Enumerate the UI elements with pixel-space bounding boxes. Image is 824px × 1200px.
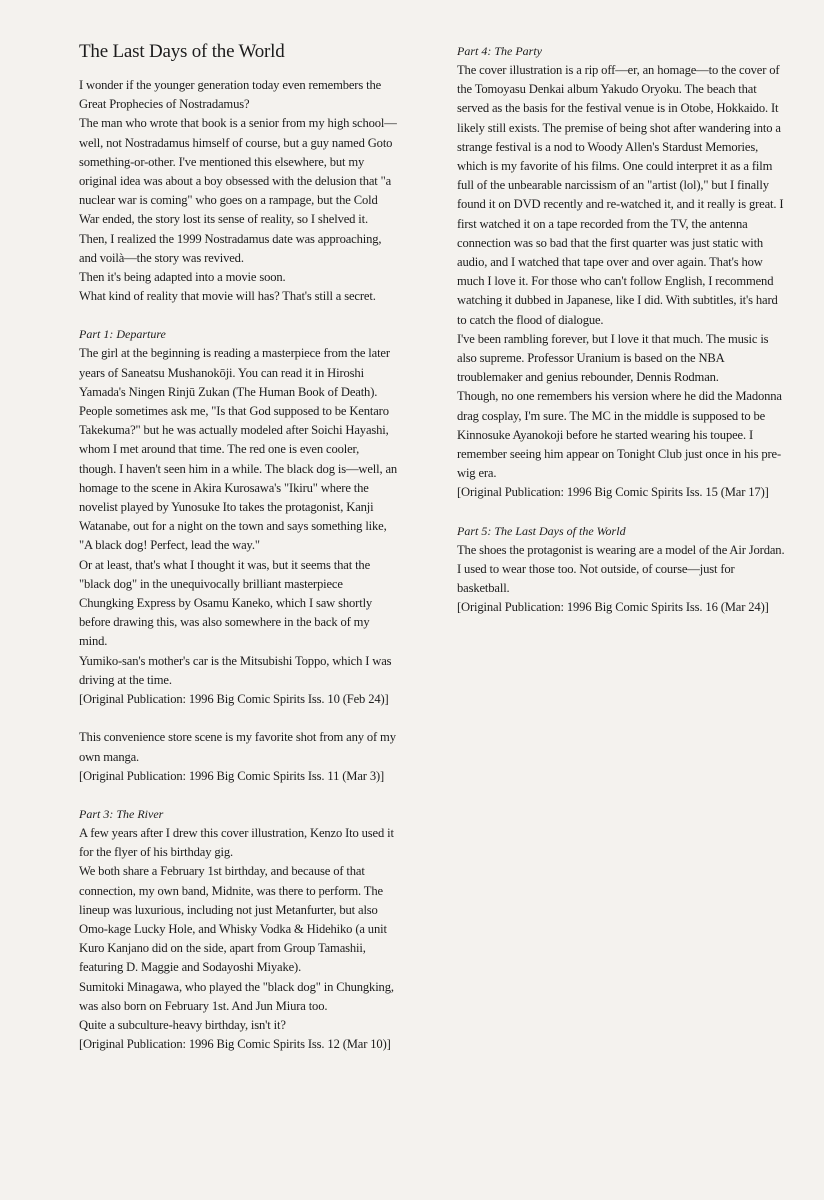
publication-note: [Original Publication: 1996 Big Comic Spirits Iss. 11 (Mar 3)] (79, 768, 385, 783)
part-paragraph: This convenience store scene is my favorite shot from any of my own manga. (79, 730, 396, 764)
spacer (79, 709, 399, 728)
part-paragraph: The girl at the beginning is reading a masterpiece from the later years of Saneatsu Mushanokōji. You can read it in Hiroshi Yamada's Ningen Rinjū Zukan (The Human Book of Death). People sometimes ask me, "Is that God supposed to be Kentaro Takekuma?" but he was actually modeled after Soichi Hayashi, whom I met around that time. The red one is even cooler, though. I haven't seen him in a while. The black dog is—well, an homage to the scene in Akira Kurosawa's "Ikiru" where the novelist played by Yunosuke Ito takes the protagonist, Kanji Watanabe, out for a night on the town and says something like, "A black dog! Perfect, lead the way." (79, 346, 398, 553)
part-1-section (79, 325, 399, 709)
part-paragraph: The cover illustration is a rip off—er, an homage—to the cover of the Tomoyasu Denkai album Yakudo Oryoku. The beach that served as the basis for the festival venue is in Otobe, Hokkaido. It likely still exists. The premise of being shot after wandering into a strange festival is a nod to Woody Allen's Stardust Memories, which is my favorite of his films. One could interpret it as a film full of the unbearable narcissism of an "artist (lol)," but I finally found it on DVD recently and re-watched it, and it really is great. I first watched it on a tape recorded from the TV, the antenna connection was so bad that the first quarter was just static with audio, and I watched that tape over and over again. That's how much I love it. For those who can't follow English, I recommend watching it dubbed in Japanese, like I did. With subtitles, it's hard to catch the flood of dialogue. (457, 63, 784, 327)
part-paragraph: The shoes the protagonist is wearing are a model of the Air Jordan. I used to wear those too. Not outside, of course—just for basketball. (457, 542, 785, 596)
part-heading: Part 5: The Last Days of the World (457, 523, 626, 538)
part-4-section (457, 42, 785, 503)
spacer (79, 306, 399, 325)
intro-paragraph: What kind of reality that movie will has? That's still a secret. (79, 289, 376, 304)
part-heading: Part 1: Departure (79, 327, 166, 342)
intro-section (79, 76, 399, 306)
part-5-section (457, 522, 785, 618)
part-paragraph: We both share a February 1st birthday, and because of that connection, my own band, Midnite, was there to perform. The lineup was luxurious, including not just Metanfurter, but also Omo-kage Lucky Hole, and Whisky Vodka & Hidehiko (a unit Kuro Kanjano did on the side, apart from Group Tamashii, featuring D. Maggie and Sodayoshi Miyake). (79, 864, 387, 975)
part-3-section (79, 805, 399, 1054)
part-paragraph: Yumiko-san's mother's car is the Mitsubishi Toppo, which I was driving at the time. (79, 653, 392, 687)
part-heading: Part 3: The River (79, 806, 164, 821)
intro-paragraph: Then it's being adapted into a movie soon. (79, 270, 286, 285)
left-column (79, 40, 399, 1054)
part-paragraph: Though, no one remembers his version where he did the Madonna drag cosplay, I'm sure. The MC in the middle is supposed to be Kinnosuke Ayanokoji before he started wearing his toupee. I remember seeing him appear on Tonight Club just once in his pre-wig era. (457, 389, 782, 481)
document-title: The Last Days of the World (79, 41, 285, 62)
part-paragraph: I've been rambling forever, but I love it that much. The music is also supreme. Professor Uranium is based on the NBA troublemaker and genius rebounder, Dennis Rodman. (457, 331, 769, 385)
part-heading: Part 4: The Party (457, 44, 542, 58)
publication-note: [Original Publication: 1996 Big Comic Spirits Iss. 10 (Feb 24)] (79, 692, 389, 707)
part-paragraph: Or at least, that's what I thought it was, but it seems that the "black dog" in the unequivocally brilliant masterpiece Chungking Express by Osamu Kaneko, which I saw shortly before drawing this, was also somewhere in the back of my mind. (79, 557, 373, 649)
part-paragraph: Sumitoki Minagawa, who played the "black dog" in Chungking, was also born on February 1st. And Jun Miura too. (79, 979, 394, 1013)
publication-note: [Original Publication: 1996 Big Comic Spirits Iss. 12 (Mar 10)] (79, 1037, 391, 1052)
right-column (457, 42, 785, 617)
part-paragraph: Quite a subculture-heavy birthday, isn't it? (79, 1017, 286, 1032)
publication-note: [Original Publication: 1996 Big Comic Spirits Iss. 15 (Mar 17)] (457, 485, 769, 500)
intro-paragraph: The man who wrote that book is a senior from my high school—well, not Nostradamus himself of course, but a guy named Goto something-or-other. I've mentioned this elsewhere, but my original idea was about a boy obsessed with the delusion that "a nuclear war is coming" who goes on a rampage, but the Cold War ended, the story lost its sense of reality, so I shelved it. Then, I realized the 1999 Nostradamus date was approaching, and voilà—the story was revived. (79, 116, 397, 265)
part-paragraph: A few years after I drew this cover illustration, Kenzo Ito used it for the flyer of his birthday gig. (79, 825, 394, 860)
intro-paragraph: I wonder if the younger generation today even remembers the Great Prophecies of Nostradamus? (79, 78, 382, 112)
spacer (79, 786, 399, 805)
spacer (457, 503, 785, 522)
publication-note: [Original Publication: 1996 Big Comic Spirits Iss. 16 (Mar 24)] (457, 600, 769, 615)
part-2-section (79, 728, 399, 786)
